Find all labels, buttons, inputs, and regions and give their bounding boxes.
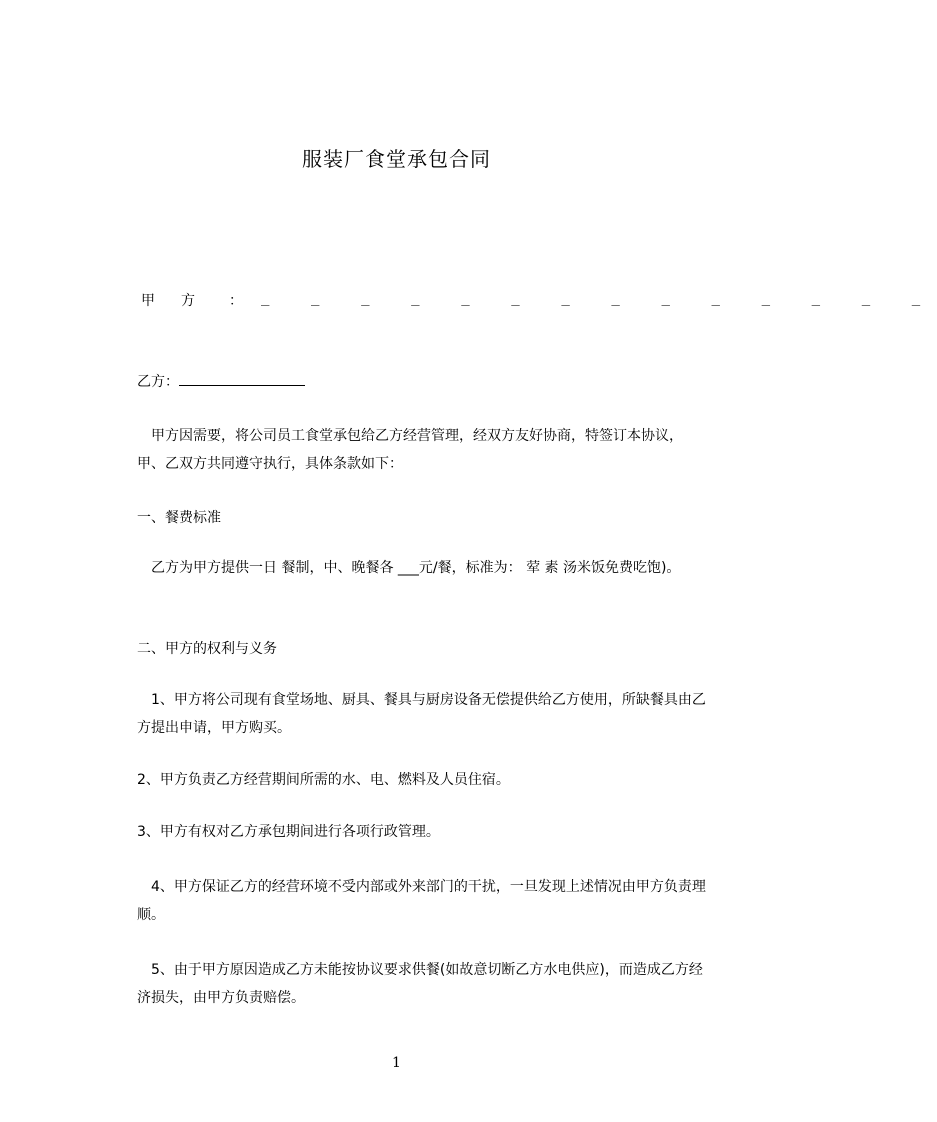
party-b-label: 乙方： [137, 374, 179, 390]
party-a-label-char1: 甲 [141, 293, 155, 309]
section2-item-5: 5、由于甲方原因造成乙方未能按协议要求供餐(如故意切断乙方水电供应)，而造成乙方经济损失，由甲方负责赔偿。 [137, 962, 703, 1006]
party-a-colon: ： [229, 293, 243, 309]
intro-paragraph: 甲方因需要，将公司员工食堂承包给乙方经营管理，经双方友好协商，特签订本协议，甲、乙双方共同遵守执行，具体条款如下： [137, 428, 683, 472]
section1-body: 乙方为甲方提供一日 餐制，中、晚餐各 ___元/餐，标准为： 荤 素 汤米饭免费吃饱)。 [137, 560, 681, 576]
party-a-label-char2: 方 [181, 293, 195, 309]
page-number: 1 [392, 1055, 401, 1071]
party-b-blank-line [179, 370, 305, 386]
section2-item-1: 1、甲方将公司现有食堂场地、厨具、餐具与厨房设备无偿提供给乙方使用，所缺餐具由乙方提出申请，甲方购买。 [137, 692, 706, 736]
section2-item-3: 3、甲方有权对乙方承包期间进行各项行政管理。 [137, 824, 440, 840]
party-b-line [137, 370, 305, 394]
section1-heading: 一、餐费标准 [137, 510, 221, 526]
party-a-line [137, 290, 937, 314]
party-a-blanks: _ _ _ _ _ _ _ _ _ _ _ _ _ _ [261, 290, 937, 306]
document-title: 服装厂食堂承包合同 [302, 147, 491, 171]
section2-item-2: 2、甲方负责乙方经营期间所需的水、电、燃料及人员住宿。 [137, 772, 510, 788]
section2-item-4: 4、甲方保证乙方的经营环境不受内部或外来部门的干扰，一旦发现上述情况由甲方负责理顺。 [137, 879, 706, 923]
section2-heading: 二、甲方的权利与义务 [137, 641, 277, 657]
